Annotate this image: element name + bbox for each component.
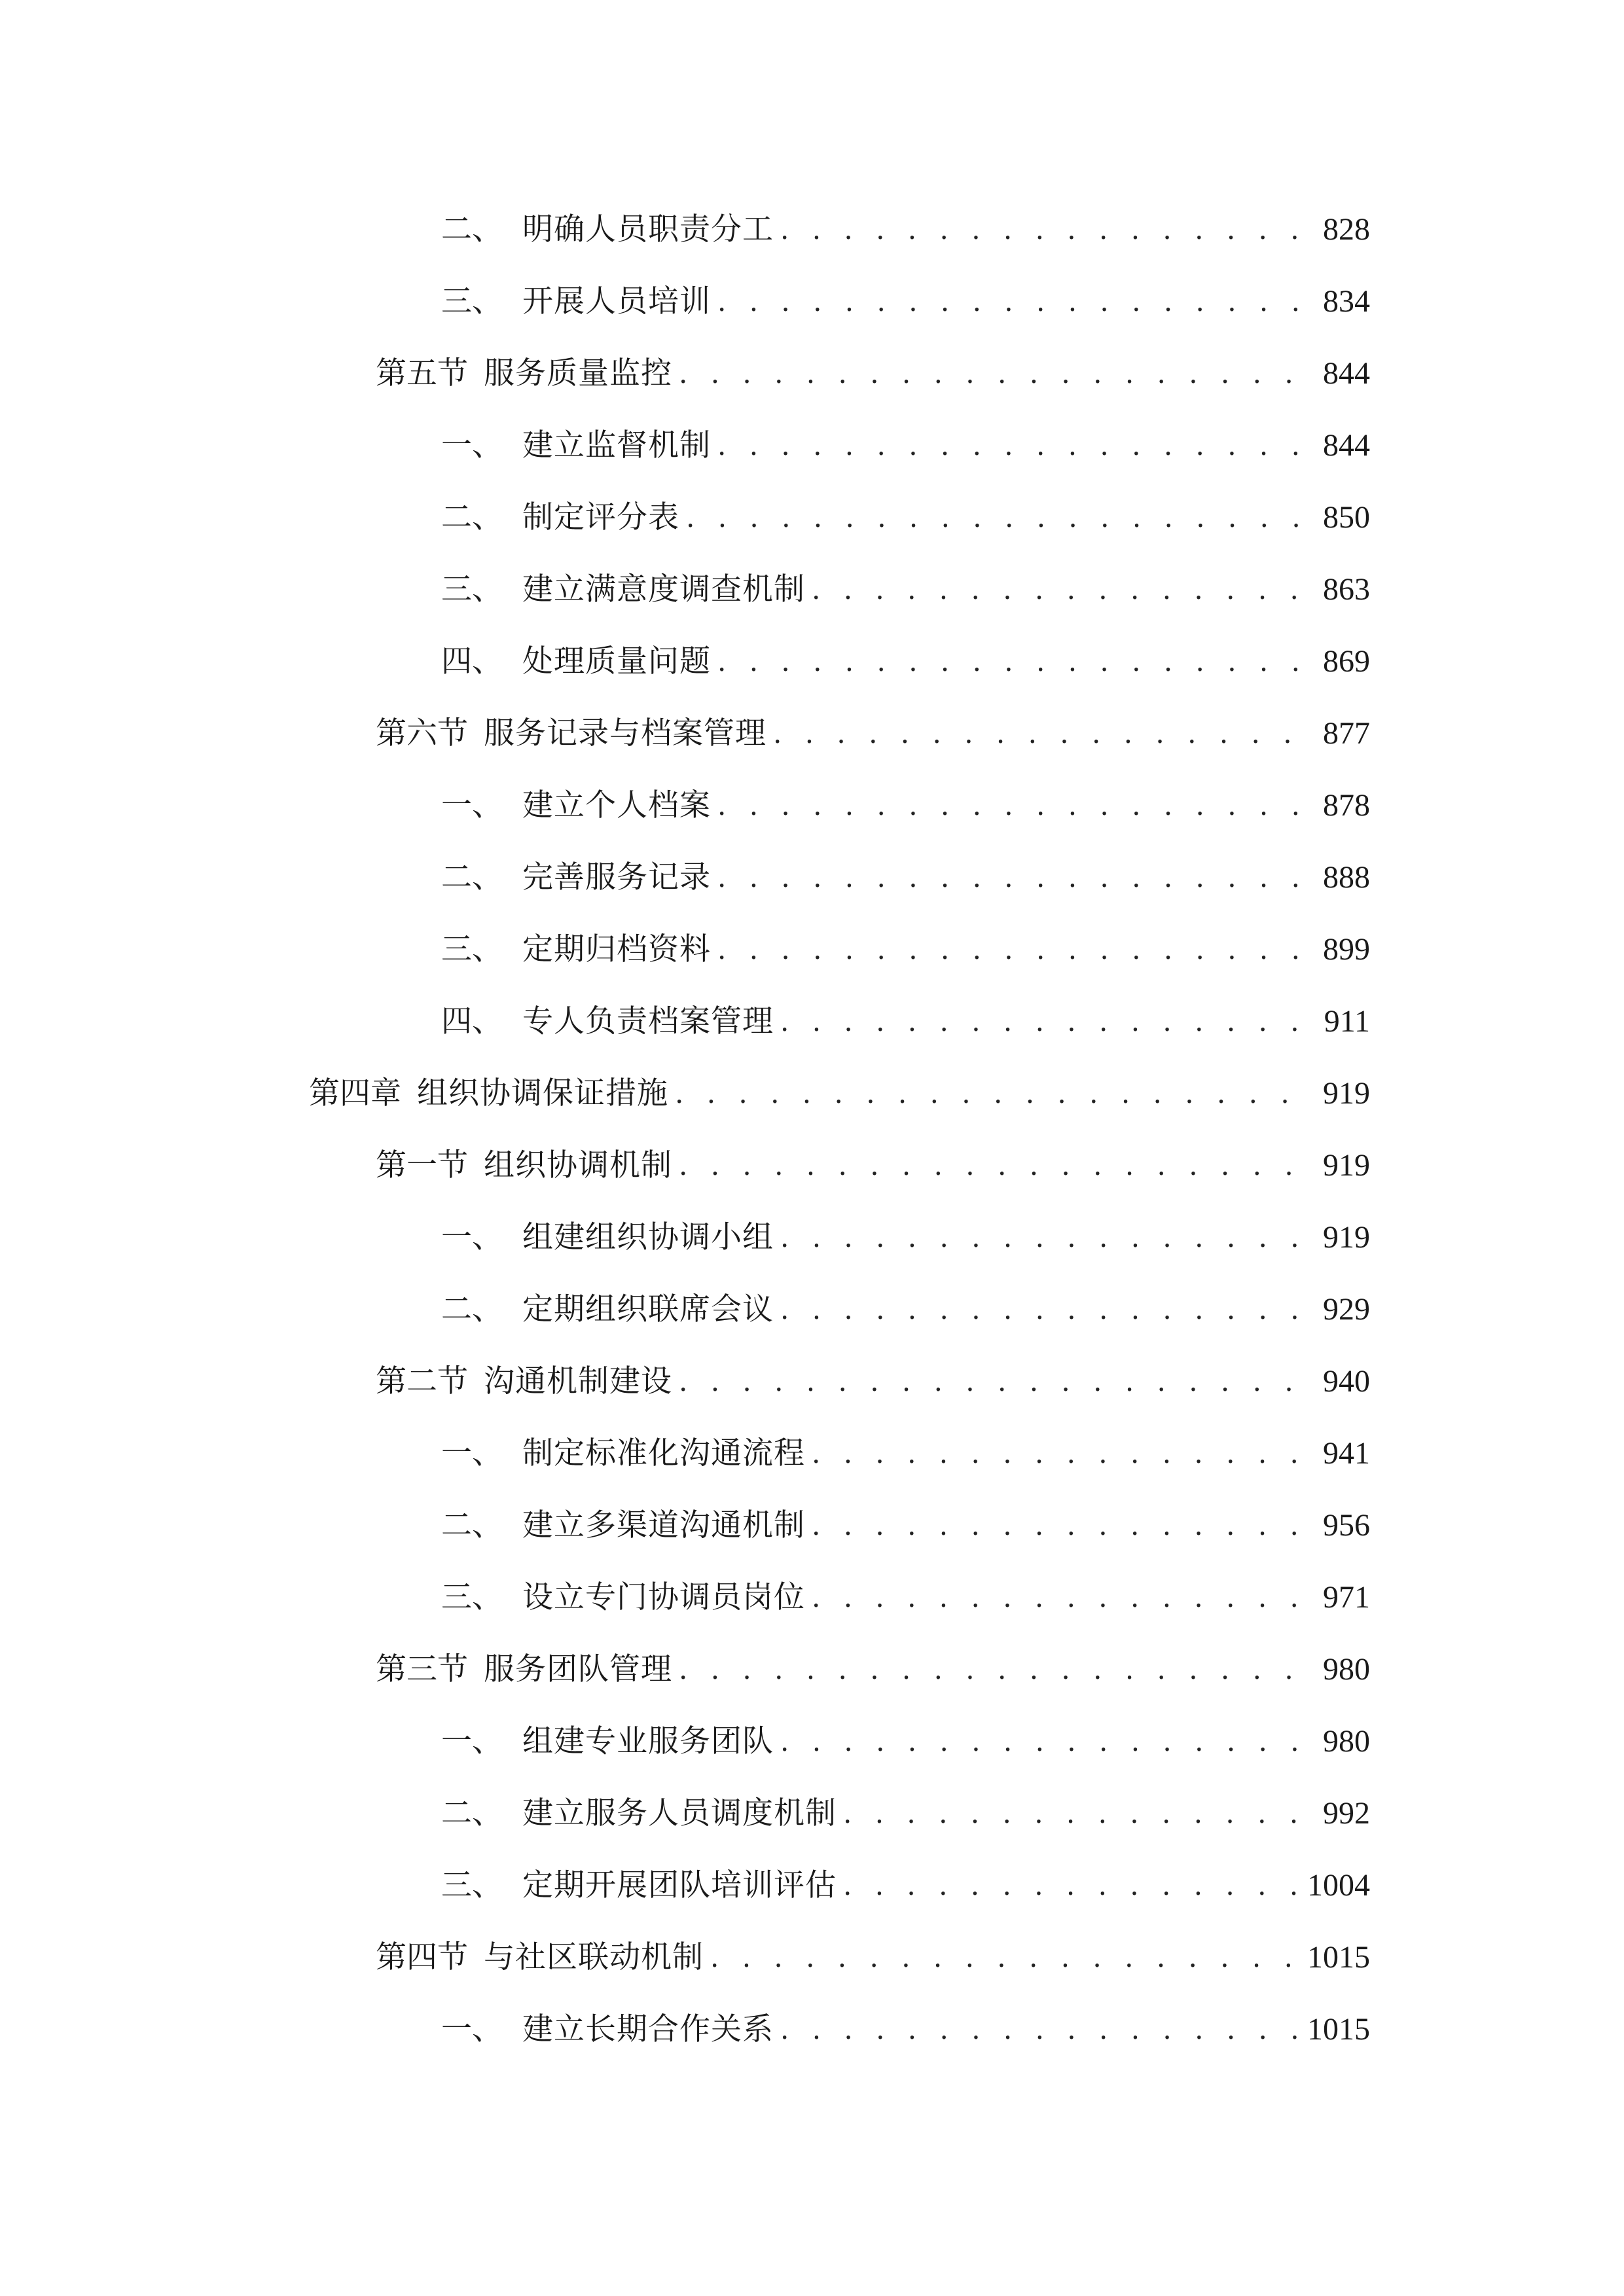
toc-entry-number: 四、 <box>441 643 503 679</box>
toc-entry-page-number: 869 <box>1323 644 1370 679</box>
toc-dot-leader <box>679 1650 1314 1689</box>
toc-entry-page-number: 877 <box>1323 716 1370 751</box>
toc-dot-leader <box>717 282 1314 321</box>
toc-entry-page-number: 919 <box>1323 1148 1370 1183</box>
toc-entry-title: 完善服务记录 <box>522 859 711 895</box>
toc-entry-number: 一、 <box>441 2011 503 2047</box>
toc-entry-title: 组织协调机制 <box>484 1147 672 1183</box>
toc-entry-page-number: 941 <box>1323 1436 1370 1471</box>
toc-entry[interactable] <box>0 554 1624 626</box>
toc-entry[interactable] <box>0 1706 1624 1778</box>
toc-entry-title: 建立服务人员调度机制 <box>522 1795 837 1831</box>
toc-dot-leader <box>780 210 1314 249</box>
toc-dot-leader <box>812 1578 1314 1617</box>
toc-entry-title: 开展人员培训 <box>522 283 711 319</box>
toc-entry-title: 组建专业服务团队 <box>522 1723 774 1759</box>
toc-entry-title: 服务团队管理 <box>484 1651 672 1687</box>
toc-entry[interactable] <box>0 1130 1624 1202</box>
toc-entry-number: 三、 <box>441 931 503 967</box>
toc-entry-title: 服务记录与档案管理 <box>484 715 767 751</box>
toc-dot-leader <box>780 1290 1314 1329</box>
toc-entry-title: 与社区联动机制 <box>484 1939 704 1975</box>
toc-entry-page-number: 956 <box>1323 1508 1370 1543</box>
toc-entry[interactable] <box>0 770 1624 842</box>
toc-dot-leader <box>773 714 1314 753</box>
toc-entry[interactable] <box>0 986 1624 1058</box>
toc-entry[interactable] <box>0 1418 1624 1490</box>
toc-entry-number: 第四章 <box>309 1075 401 1111</box>
toc-entry-title: 处理质量问题 <box>522 643 711 679</box>
toc-entry-page-number: 980 <box>1323 1652 1370 1687</box>
toc-entry-number: 一、 <box>441 787 503 823</box>
toc-entry-title: 制定标准化沟通流程 <box>522 1435 805 1471</box>
toc-entry-title: 服务质量监控 <box>484 355 672 391</box>
toc-dot-leader <box>717 642 1314 681</box>
toc-entry-title: 定期归档资料 <box>522 931 711 967</box>
toc-entry-title: 定期开展团队培训评估 <box>522 1867 837 1903</box>
toc-entry-page-number: 844 <box>1323 356 1370 391</box>
toc-entry-number: 一、 <box>441 427 503 463</box>
toc-dot-leader <box>675 1074 1314 1113</box>
toc-entry-number: 二、 <box>441 859 503 895</box>
toc-entry-title: 建立多渠道沟通机制 <box>522 1507 805 1543</box>
toc-entry[interactable] <box>0 1634 1624 1706</box>
toc-entry-page-number: 919 <box>1323 1076 1370 1111</box>
toc-entry-title: 组织协调保证措施 <box>417 1075 668 1111</box>
toc-entry-page-number: 899 <box>1323 932 1370 967</box>
toc-entry-number: 第二节 <box>376 1363 468 1399</box>
toc-entry-title: 组建组织协调小组 <box>522 1219 774 1255</box>
toc-entry-page-number: 878 <box>1323 788 1370 823</box>
toc-entry-number: 三、 <box>441 571 503 607</box>
toc-entry-title: 明确人员职责分工 <box>522 211 774 247</box>
toc-entry-title: 建立长期合作关系 <box>522 2011 774 2047</box>
toc-entry-number: 三、 <box>441 1579 503 1615</box>
toc-entry[interactable] <box>0 194 1624 266</box>
toc-entry-page-number: 980 <box>1323 1724 1370 1759</box>
toc-entry-number: 二、 <box>441 211 503 247</box>
toc-entry-number: 第六节 <box>376 715 468 751</box>
toc-entry-page-number: 1004 <box>1307 1868 1370 1903</box>
toc-entry-number: 二、 <box>441 1795 503 1831</box>
toc-dot-leader <box>717 858 1314 897</box>
toc-dot-leader <box>843 1866 1298 1905</box>
toc-entry-number: 二、 <box>441 499 503 535</box>
toc-entry[interactable] <box>0 842 1624 914</box>
toc-entry[interactable] <box>0 1994 1624 2066</box>
toc-entry-page-number: 919 <box>1323 1220 1370 1255</box>
toc-dot-leader <box>780 1218 1314 1257</box>
toc-entry[interactable] <box>0 1058 1624 1130</box>
toc-entry[interactable] <box>0 698 1624 770</box>
toc-entry[interactable] <box>0 1922 1624 1994</box>
toc-entry-page-number: 834 <box>1323 284 1370 319</box>
toc-dot-leader <box>717 930 1314 969</box>
toc-dot-leader <box>812 1506 1314 1545</box>
toc-entry[interactable] <box>0 1562 1624 1634</box>
toc-entry-title: 沟通机制建设 <box>484 1363 672 1399</box>
toc-entry-title: 设立专门协调员岗位 <box>522 1579 805 1615</box>
toc-entry-page-number: 1015 <box>1307 2012 1370 2047</box>
toc-entry-page-number: 850 <box>1323 500 1370 535</box>
toc-dot-leader <box>710 1938 1298 1977</box>
toc-entry-page-number: 940 <box>1323 1364 1370 1399</box>
toc-entry[interactable] <box>0 626 1624 698</box>
toc-entry-page-number: 828 <box>1323 212 1370 247</box>
toc-entry-number: 一、 <box>441 1219 503 1255</box>
toc-entry-page-number: 1015 <box>1307 1940 1370 1975</box>
toc-entry-page-number: 992 <box>1323 1796 1370 1831</box>
toc-entry[interactable] <box>0 914 1624 986</box>
toc-entry-number: 一、 <box>441 1435 503 1471</box>
toc-entry-number: 第一节 <box>376 1147 468 1183</box>
toc-entry-title: 定期组织联席会议 <box>522 1291 774 1327</box>
toc-dot-leader <box>679 354 1314 393</box>
toc-entry-number: 第五节 <box>376 355 468 391</box>
toc-entry-number: 第三节 <box>376 1651 468 1687</box>
toc-entry[interactable] <box>0 1778 1624 1850</box>
toc-dot-leader <box>812 570 1314 609</box>
toc-dot-leader <box>843 1794 1314 1833</box>
toc-dot-leader <box>679 1362 1314 1401</box>
toc-entry[interactable] <box>0 410 1624 482</box>
toc-entry-title: 制定评分表 <box>522 499 679 535</box>
toc-dot-leader <box>717 786 1314 825</box>
toc-dot-leader <box>780 1722 1314 1761</box>
toc-entry-number: 二、 <box>441 1507 503 1543</box>
toc-dot-leader <box>686 498 1314 537</box>
toc-dot-leader <box>679 1146 1314 1185</box>
toc-entry-number: 三、 <box>441 1867 503 1903</box>
toc-entry[interactable] <box>0 266 1624 338</box>
toc-entry-page-number: 911 <box>1324 1004 1370 1039</box>
toc-entry-page-number: 929 <box>1323 1292 1370 1327</box>
toc-dot-leader <box>812 1434 1314 1473</box>
toc-entry-page-number: 888 <box>1323 860 1370 895</box>
toc-entry-number: 二、 <box>441 1291 503 1327</box>
toc-entry[interactable] <box>0 1274 1624 1346</box>
toc-entry-title: 专人负责档案管理 <box>522 1003 774 1039</box>
toc-entry-title: 建立监督机制 <box>522 427 711 463</box>
table-of-contents <box>0 194 1624 2066</box>
toc-entry-page-number: 844 <box>1323 428 1370 463</box>
toc-entry-number: 第四节 <box>376 1939 468 1975</box>
toc-entry[interactable] <box>0 1346 1624 1418</box>
toc-entry-number: 四、 <box>441 1003 503 1039</box>
toc-dot-leader <box>780 1002 1315 1041</box>
toc-entry-number: 一、 <box>441 1723 503 1759</box>
toc-entry-number: 三、 <box>441 283 503 319</box>
toc-entry[interactable] <box>0 1850 1624 1922</box>
toc-dot-leader <box>780 2010 1298 2049</box>
toc-entry[interactable] <box>0 482 1624 554</box>
toc-entry-page-number: 971 <box>1323 1580 1370 1615</box>
toc-dot-leader <box>717 426 1314 465</box>
toc-entry-title: 建立个人档案 <box>522 787 711 823</box>
toc-entry[interactable] <box>0 1202 1624 1274</box>
toc-entry-title: 建立满意度调查机制 <box>522 571 805 607</box>
toc-entry[interactable] <box>0 338 1624 410</box>
toc-entry-page-number: 863 <box>1323 572 1370 607</box>
toc-entry[interactable] <box>0 1490 1624 1562</box>
